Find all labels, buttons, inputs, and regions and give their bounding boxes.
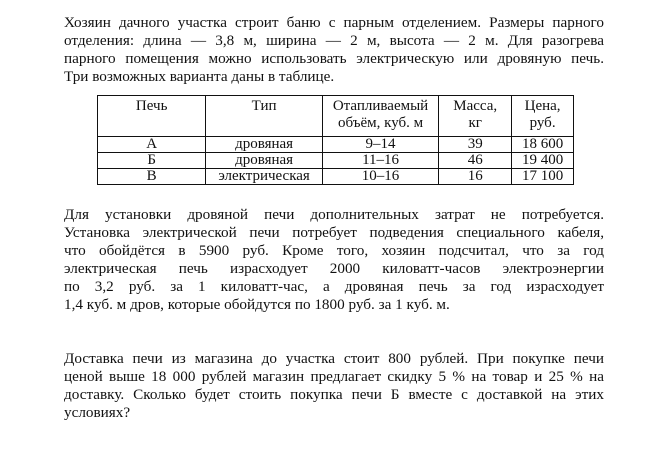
- header-price-label-2: руб.: [529, 115, 556, 131]
- stove-table: [97, 95, 574, 185]
- header-price-label-1: Цена,: [524, 98, 561, 114]
- table-row: [98, 153, 574, 169]
- header-mass-label-1: Масса,: [453, 98, 498, 114]
- cell-price: 19 400: [512, 153, 574, 169]
- cell-type: дровяная: [206, 153, 322, 169]
- question-line-2: ценой выше 18 000 рублей магазин предлагает скидку 5 % на товар и 25 % на: [64, 368, 604, 385]
- cell-stove: Б: [98, 153, 206, 169]
- table-header-row: [98, 96, 574, 137]
- costs-line-1: Для установки дровяной печи дополнительных затрат не потребуется.: [64, 206, 604, 223]
- cell-stove: В: [98, 169, 206, 185]
- table-row: [98, 137, 574, 153]
- question-line-4: условиях?: [64, 404, 131, 421]
- cell-volume: 11–16: [322, 153, 438, 169]
- intro-line-3: парного помещения можно использовать электрическую или дровяную печь.: [64, 50, 604, 67]
- question-line-1: Доставка печи из магазина до участка стоит 800 рублей. При покупке печи: [64, 350, 604, 367]
- header-mass-label-2: кг: [468, 115, 482, 131]
- header-stove-label: Печь: [135, 98, 168, 114]
- cell-volume: 9–14: [322, 137, 438, 153]
- cell-mass: 39: [439, 137, 512, 153]
- costs-line-6: 1,4 куб. м дров, которые обойдутся по 1800 руб. за 1 куб. м.: [64, 296, 450, 313]
- costs-line-2: Установка электрической печи потребует подведения специального кабеля,: [64, 224, 604, 241]
- costs-line-4: электрическая печь израсходует 2000 киловатт-часов электроэнергии: [64, 260, 604, 277]
- cell-mass: 46: [439, 153, 512, 169]
- cell-type: дровяная: [206, 137, 322, 153]
- cell-price: 17 100: [512, 169, 574, 185]
- header-type: [206, 96, 322, 137]
- table-row: [98, 169, 574, 185]
- cell-mass: 16: [439, 169, 512, 185]
- header-stove: [98, 96, 206, 137]
- cell-price: 18 600: [512, 137, 574, 153]
- header-volume-label-2: объём, куб. м: [337, 115, 424, 131]
- intro-line-4: Три возможных варианта даны в таблице.: [64, 68, 335, 85]
- intro-line-1: Хозяин дачного участка строит баню с парным отделением. Размеры парного: [64, 14, 604, 31]
- costs-line-3: что обойдётся в 5900 руб. Кроме того, хозяин подсчитал, что за год: [64, 242, 604, 259]
- question-line-3: доставку. Сколько будет стоить покупка печи Б вместе с доставкой на этих: [64, 386, 604, 403]
- cell-stove: А: [98, 137, 206, 153]
- header-mass: [439, 96, 512, 137]
- intro-line-2: отделения: длина — 3,8 м, ширина — 2 м, высота — 2 м. Для разогрева: [64, 32, 604, 49]
- header-volume-label-1: Отапливаемый: [332, 98, 429, 114]
- header-volume: [322, 96, 438, 137]
- cell-volume: 10–16: [322, 169, 438, 185]
- costs-line-5: по 3,2 руб. за 1 киловатт-час, а дровяная печь за год израсходует: [64, 278, 604, 295]
- header-type-label: Тип: [251, 98, 277, 114]
- cell-type: электрическая: [206, 169, 322, 185]
- header-price: [512, 96, 574, 137]
